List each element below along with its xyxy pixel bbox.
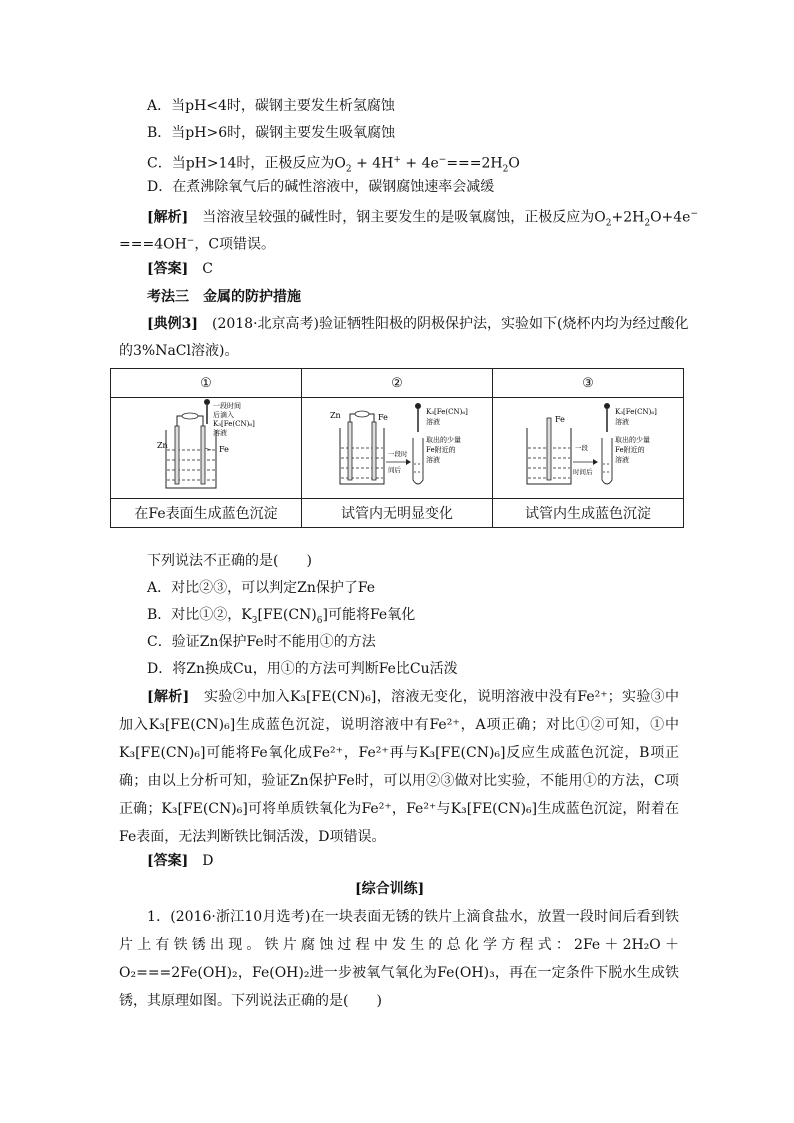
- q3-answer-tag: [答案]: [147, 853, 189, 869]
- option-d: D．在煮沸除氧气后的碱性溶液中，碳钢腐蚀速率会减缓: [147, 179, 495, 195]
- q3-option-b-1: B．对比①②，K: [147, 607, 252, 623]
- fig2-reagent-2: 溶液: [426, 418, 440, 426]
- fig2-reagent-1: K₃[Fe(CN)₆]: [426, 408, 468, 416]
- q3-answer: [147, 851, 213, 871]
- analysis-prev: [解析] 当溶液呈较强的碱性时，钢主要发生的是吸氧腐蚀，正极反应为$O_2+2H_2O+4e^-$: [147, 209, 699, 229]
- fig2-fe-label: Fe: [378, 413, 388, 422]
- table-result-row: [111, 499, 684, 528]
- example3-tag: [典例3]: [147, 316, 198, 332]
- fig3-reagent-2: 溶液: [615, 418, 629, 426]
- analysis-text-4: ===4OH: [119, 236, 187, 253]
- option-c-text-4: ===2H: [446, 155, 503, 172]
- fig1-note-1: 一段时间: [213, 402, 241, 410]
- training-title: [综合训练]: [355, 881, 425, 897]
- q3-analysis: [119, 683, 679, 851]
- fig1-note-3: K₃[Fe(CN)₆]: [213, 420, 255, 428]
- training-q1: 1．(2016·浙江10月选考)在一块表面无锈的铁片上滴食盐水，放置一段时间后看到铁片上有铁锈出现。铁片腐蚀过程中发生的总化学方程式：2Fe＋2H₂O＋O₂===2Fe(OH)₂，Fe(OH)₂进一步被氧气氧化为Fe(OH)₃，再在一定条件下脱水生成铁锈，其原理如图。下列说法正确的是( ): [119, 909, 679, 1009]
- fig2-reagent-3: 取出的少量: [426, 436, 461, 444]
- result-3: 试管内生成蓝色沉淀: [493, 499, 684, 528]
- fig3-time-2: 时间后: [573, 468, 593, 476]
- analysis-text-3: O+4e: [650, 209, 691, 226]
- option-c-text-1: C．当pH>14时，正极反应为O: [147, 155, 346, 172]
- answer-prev: [147, 259, 213, 279]
- analysis-text-1: 当溶液呈较强的碱性时，钢主要发生的是吸氧腐蚀，正极反应为O: [202, 209, 606, 226]
- apparatus-3-diagram: [493, 398, 683, 494]
- fig1-fe-label: Fe: [219, 445, 229, 454]
- option-c-text-2: + 4H: [351, 155, 394, 172]
- analysis-text-5: ，C项错误。: [194, 236, 276, 253]
- figure-1-cell: [111, 398, 302, 499]
- section-title: 考法三 金属的防护措施: [147, 289, 301, 305]
- table-header-1: ①: [111, 369, 302, 398]
- q3-option-d: D．将Zn换成Cu，用①的方法可判断Fe比Cu活泼: [147, 661, 458, 677]
- fig3-time-1: 一段: [575, 444, 588, 452]
- result-2: 试管内无明显变化: [302, 499, 493, 528]
- table-header-2: ②: [302, 369, 493, 398]
- example3-stem-1: (2018·北京高考)验证牺牲阳极的阴极保护法，实验如下(烧杯内均为经过酸化: [212, 316, 689, 332]
- example3-stem: [147, 314, 688, 334]
- analysis-prev-line2: ===4OH−，C项错误。: [119, 236, 276, 253]
- fig1-zn-label: Zn: [157, 441, 168, 450]
- q3-option-b-2: [FE(CN): [257, 607, 317, 623]
- option-c-text-5: O: [508, 155, 520, 172]
- example3-stem-2: 的3%NaCl溶液)。: [119, 343, 239, 359]
- fig1-note-4: 溶液: [213, 429, 227, 437]
- fig2-reagent-5: 溶液: [426, 456, 440, 464]
- option-c: C．当pH>14时，正极反应为$O_2 + 4H^+ + 4e^-===2H_2O$: [147, 155, 520, 175]
- result-1: 在Fe表面生成蓝色沉淀: [111, 499, 302, 528]
- fig3-reagent-5: 溶液: [615, 456, 629, 464]
- apparatus-2-diagram: [302, 398, 492, 494]
- apparatus-1-diagram: [111, 398, 301, 494]
- fig1-note-2: 后滴入: [213, 411, 234, 419]
- answer-tag: [答案]: [147, 261, 189, 277]
- fig2-reagent-4: Fe附近的: [426, 446, 456, 454]
- table-figure-row: [111, 398, 684, 499]
- q3-option-a: A．对比②③，可以判定Zn保护了Fe: [147, 580, 376, 596]
- q3-option-c: C．验证Zn保护Fe时不能用①的方法: [147, 634, 376, 650]
- q3-analysis-tag: [解析]: [147, 689, 190, 705]
- fig2-time-1: 一段时: [388, 450, 408, 458]
- fig3-reagent-4: Fe附近的: [615, 446, 645, 454]
- figure-3-cell: [493, 398, 684, 499]
- option-c-text-3: + 4e: [400, 155, 439, 172]
- q3-stem: 下列说法不正确的是( ): [147, 553, 312, 569]
- answer-value: C: [202, 261, 213, 277]
- table-header-3: ③: [493, 369, 684, 398]
- fig3-reagent-3: 取出的少量: [615, 436, 650, 444]
- fig2-time-2: 间后: [388, 466, 401, 474]
- figure-2-cell: [302, 398, 493, 499]
- fig3-reagent-1: K₃[Fe(CN)₆]: [615, 408, 657, 416]
- option-b: B．当pH>6时，碳钢主要发生吸氧腐蚀: [147, 125, 396, 141]
- q3-option-b: B．对比①②，$K_3[FE(CN)_6]$可能将Fe氧化: [147, 607, 416, 626]
- q3-answer-value: D: [202, 853, 214, 869]
- option-a: A．当pH<4时，碳钢主要发生析氢腐蚀: [147, 98, 395, 114]
- table-header-row: [111, 369, 684, 398]
- experiment-table: [110, 368, 684, 528]
- analysis-text-2: +2H: [611, 209, 645, 226]
- analysis-tag: [解析]: [147, 209, 189, 226]
- fig2-zn-label: Zn: [330, 411, 341, 420]
- q3-option-b-3: ]可能将Fe氧化: [322, 607, 416, 623]
- q3-analysis-text: 实验②中加入K₃[FE(CN)₆]，溶液无变化，说明溶液中没有Fe²⁺；实验③中加入K₃[FE(CN)₆]生成蓝色沉淀，说明溶液中有Fe²⁺，A项正确；对比①②可知，①中K₃[FE(CN)₆]可能将Fe氧化成Fe²⁺，Fe²⁺再与K₃[FE(CN)₆]反应生成蓝色沉淀，B项正确；由以上分析可知，验证Zn保护Fe时，可以用②③做对比实验，不能用①的方法，C项正确；K₃[FE(CN)₆]可将单质铁氧化为Fe²⁺，Fe²⁺与K₃[FE(CN)₆]生成蓝色沉淀，附着在Fe表面，无法判断铁比铜活泼，D项错误。: [119, 689, 679, 845]
- fig3-fe-label: Fe: [555, 415, 565, 424]
